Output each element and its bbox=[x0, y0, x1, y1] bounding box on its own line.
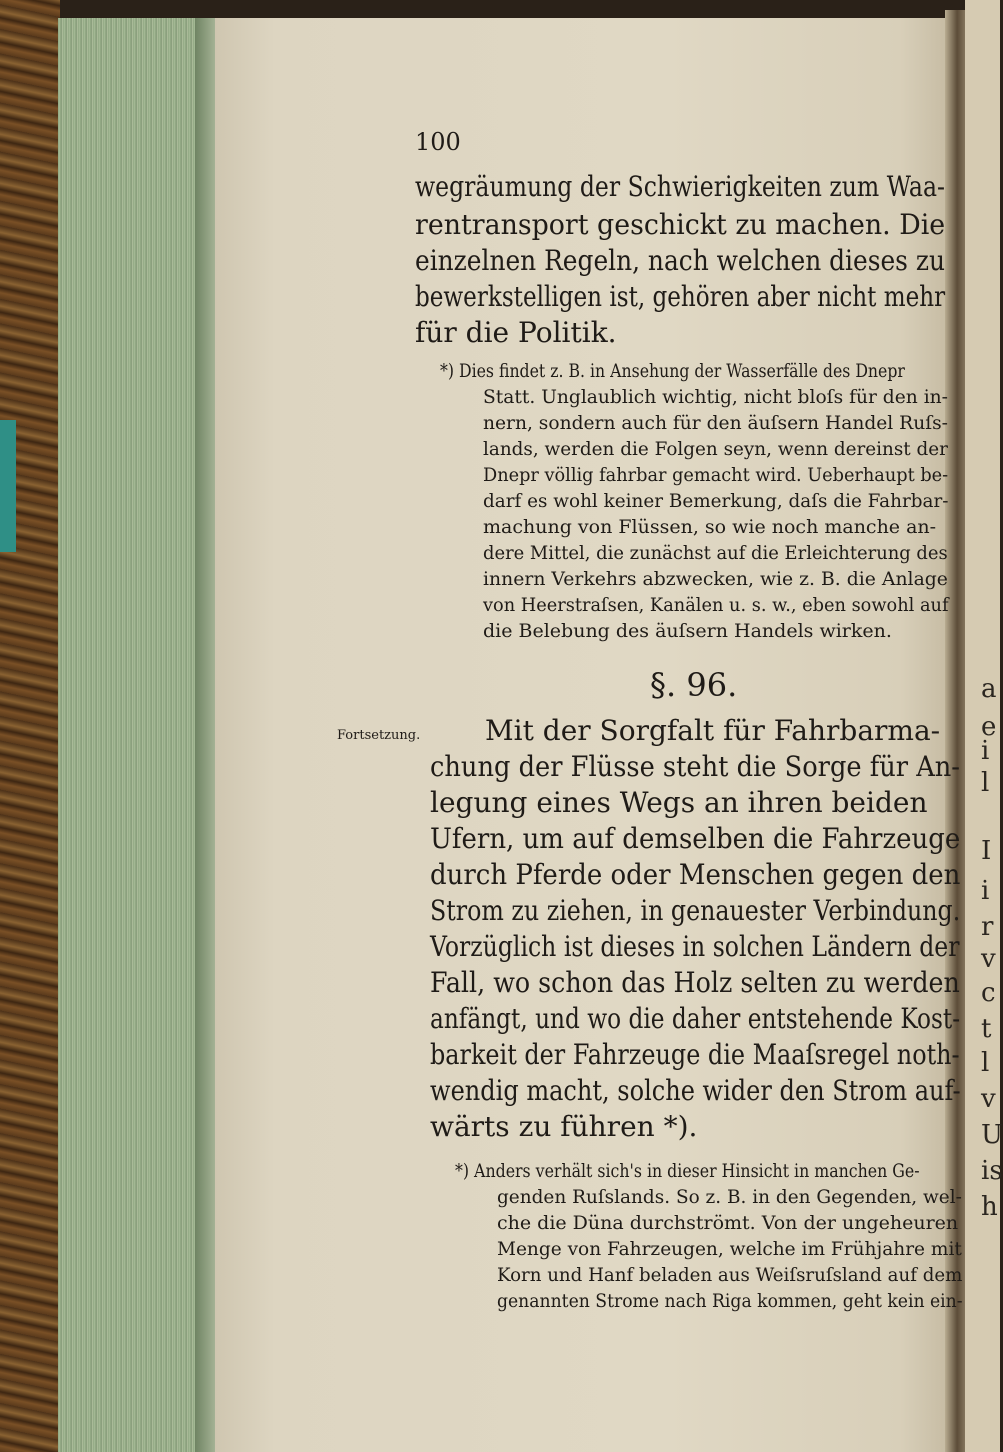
text-line: einzelnen Regeln, nach welchen dieses zu bbox=[415, 244, 945, 277]
text-line: legung eines Wegs an ihren beiden bbox=[430, 786, 928, 819]
next-page-char: i bbox=[981, 876, 990, 906]
footnote-line: die Belebung des äuſsern Handels wirken. bbox=[483, 620, 892, 642]
next-page-char: l bbox=[981, 768, 990, 798]
footnote-line: *) Dies findet z. B. in Ansehung der Wasserfälle des Dnepr bbox=[440, 360, 905, 382]
text-line: Strom zu ziehen, in genauester Verbindung. bbox=[430, 894, 961, 927]
text-line: anfängt, und wo die daher entstehende Kost- bbox=[430, 1002, 961, 1035]
next-page-char: r bbox=[981, 912, 994, 942]
text-line: wegräumung der Schwierigkeiten zum Waa- bbox=[415, 170, 945, 203]
next-page-char: t bbox=[981, 1014, 992, 1044]
text-line: für die Politik. bbox=[415, 316, 617, 349]
footnote-line: genannten Strome nach Riga kommen, geht kein ein- bbox=[497, 1290, 963, 1312]
text-line: Fall, wo schon das Holz selten zu werden bbox=[430, 966, 960, 999]
footnote-line: Dnepr völlig fahrbar gemacht wird. Ueberhaupt be- bbox=[483, 464, 949, 486]
footnote-line: Menge von Fahrzeugen, welche im Frühjahre mit bbox=[497, 1238, 962, 1260]
next-page-char: a bbox=[981, 674, 997, 704]
next-page-char: is bbox=[981, 1156, 1003, 1186]
footnote-line: Statt. Unglaublich wichtig, nicht bloſs für den in- bbox=[483, 386, 948, 408]
text-line: rentransport geschickt zu machen. Die bbox=[415, 208, 946, 241]
footnote-line: che die Düna durchströmt. Von der ungeheuren bbox=[497, 1212, 959, 1234]
text-line: Ufern, um auf demselben die Fahrzeuge bbox=[430, 822, 961, 855]
footnote-line: machung von Flüssen, so wie noch manche an- bbox=[483, 516, 937, 538]
next-page-char: v bbox=[981, 944, 996, 974]
text-line: bewerkstelligen ist, gehören aber nicht mehr bbox=[415, 280, 946, 313]
text-line: chung der Flüsse steht die Sorge für An- bbox=[430, 750, 960, 783]
next-page-char: I bbox=[981, 836, 992, 866]
footnote-line: lands, werden die Folgen seyn, wenn dereinst der bbox=[483, 438, 948, 460]
footnote-line: von Heerstraſsen, Kanälen u. s. w., eben sowohl auf bbox=[483, 594, 949, 616]
next-page-char: l bbox=[981, 1048, 990, 1078]
footnote-line: genden Ruſslands. So z. B. in den Gegenden, wel- bbox=[497, 1186, 962, 1208]
footnote-line: dere Mittel, die zunächst auf die Erleichterung des bbox=[483, 542, 948, 564]
next-page-char: h bbox=[981, 1192, 998, 1222]
text-line: Vorzüglich ist dieses in solchen Ländern der bbox=[430, 930, 960, 963]
footnote-line: Korn und Hanf beladen aus Weiſsruſsland auf dem bbox=[497, 1264, 963, 1286]
footnote-line: *) Anders verhält sich's in dieser Hinsicht in manchen Ge- bbox=[455, 1160, 920, 1182]
next-page-char: i bbox=[981, 736, 990, 766]
section-heading: §. 96. bbox=[650, 666, 738, 704]
footnote-line: nern, sondern auch für den äuſsern Handel Ruſs- bbox=[483, 412, 948, 434]
next-page-char: U bbox=[981, 1120, 1003, 1150]
text-line: barkeit der Fahrzeuge die Maaſsregel noth- bbox=[430, 1038, 960, 1071]
next-page-char: e bbox=[981, 712, 997, 742]
margin-note: Fortsetzung. bbox=[337, 728, 421, 743]
text-line: Mit der Sorgfalt für Fahrbarma- bbox=[485, 714, 941, 747]
next-page-char: v bbox=[981, 1084, 996, 1114]
footnote-line: innern Verkehrs abzwecken, wie z. B. die Anlage bbox=[483, 568, 948, 590]
footnote-line: darf es wohl keiner Bemerkung, daſs die Fahrbar- bbox=[483, 490, 949, 512]
text-line: durch Pferde oder Menschen gegen den bbox=[430, 858, 961, 891]
text-line: wärts zu führen *). bbox=[430, 1110, 698, 1143]
text-line: wendig macht, solche wider den Strom auf- bbox=[430, 1074, 961, 1107]
next-page-char: c bbox=[981, 978, 996, 1008]
page-number: 100 bbox=[415, 128, 461, 156]
